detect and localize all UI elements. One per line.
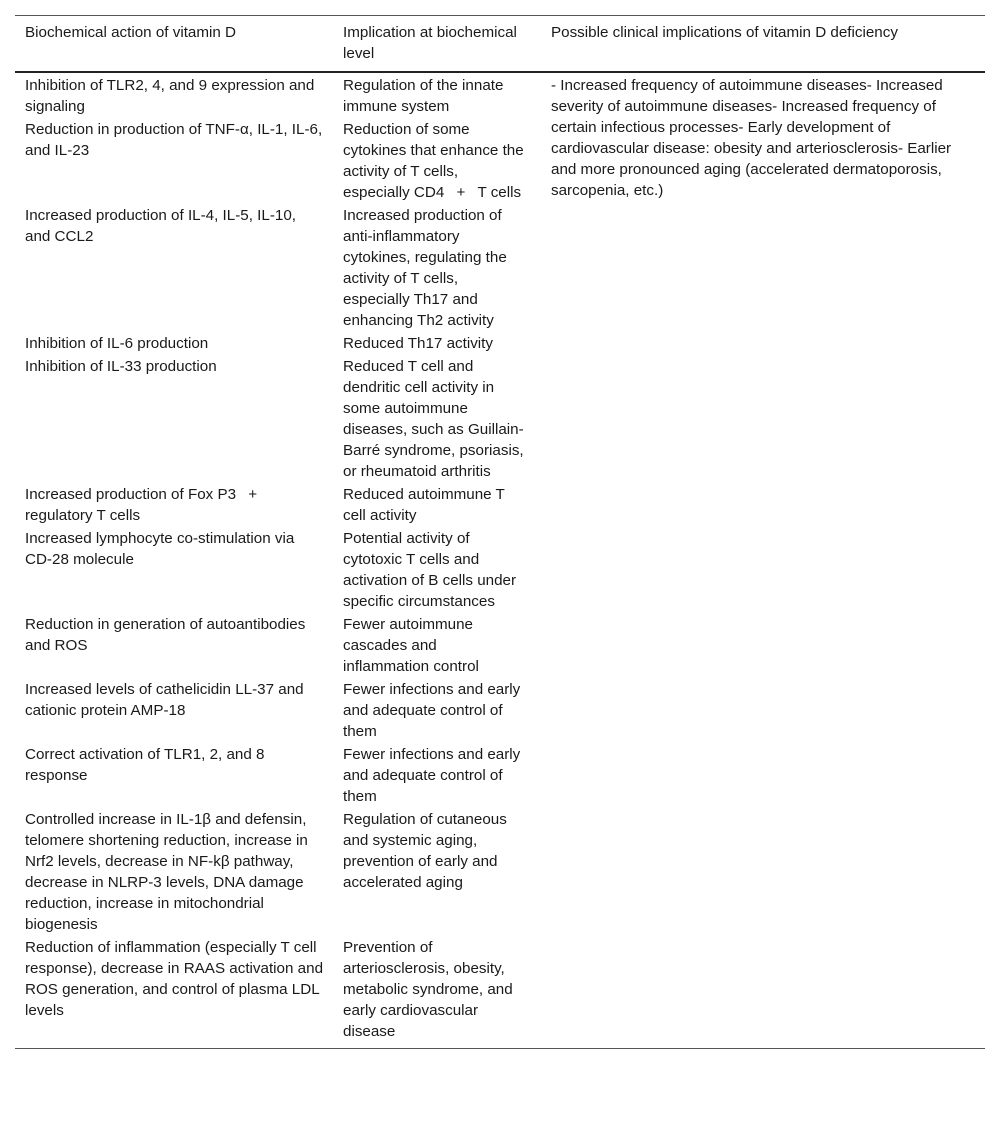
action-cell: Increased production of IL-4, IL-5, IL-10, and CCL2 (25, 207, 297, 245)
action-cell: Reduction in production of TNF-α, IL-1, IL-6, and IL-23 (25, 121, 323, 159)
implication-cell: Reduced Th17 activity (343, 335, 493, 352)
action-cell: Increased lymphocyte co-stimulation via CD-28 molecule (25, 530, 295, 568)
implication-cell: Potential activity of cytotoxic T cells and activation of B cells under specific circumstances (343, 530, 517, 610)
action-cell: Correct activation of TLR1, 2, and 8 response (25, 746, 265, 784)
implication-cell: Regulation of cutaneous and systemic aging, prevention of early and accelerated aging (343, 811, 507, 891)
implication-cell: Reduction of some cytokines that enhance the activity of T cells, especially CD4 + T cells (343, 121, 524, 201)
header-row (15, 16, 985, 73)
implication-cell: Regulation of the innate immune system (343, 77, 504, 115)
table-row (15, 72, 985, 118)
header-clinical-implications: Possible clinical implications of vitamin D deficiency (551, 24, 898, 41)
action-cell: Reduction of inflammation (especially T cell response), decrease in RAAS activation and ROS generation, and control of plasma LDL levels (25, 939, 324, 1019)
implication-cell: Reduced T cell and dendritic cell activity in some autoimmune diseases, such as Guillain-Barré syndrome, psoriasis, or rheumatoid arthritis (343, 358, 524, 480)
action-cell: Inhibition of IL-33 production (25, 358, 217, 375)
action-cell: Inhibition of TLR2, 4, and 9 expression and signaling (25, 77, 315, 115)
clinical-implications-cell: - Increased frequency of autoimmune diseases- Increased severity of autoimmune diseases- Increased frequency of certain infectious processes- Early development of cardiovascular disease: obesity and arteriosclerosis- Earlier and more pronounced aging (accelerated dermatoporosis, sarcopenia, etc.) (551, 77, 952, 199)
implication-cell: Increased production of anti-inflammatory cytokines, regulating the activity of T cells, especially Th17 and enhancing Th2 activity (343, 207, 507, 329)
table-header (15, 16, 985, 73)
action-cell: Controlled increase in IL-1β and defensin, telomere shortening reduction, increase in Nrf2 levels, decrease in NF-kβ pathway, decrease in NLRP-3 levels, DNA damage reduction, increase in mitochondrial biogenesis (25, 811, 308, 933)
implication-cell: Fewer infections and early and adequate control of them (343, 746, 521, 805)
header-biochemical-implication: Implication at biochemical level (343, 24, 517, 62)
vitamin-d-table (15, 15, 985, 1049)
action-cell: Increased production of Fox P3 + regulatory T cells (25, 486, 270, 524)
action-cell: Reduction in generation of autoantibodies and ROS (25, 616, 306, 654)
implication-cell: Prevention of arteriosclerosis, obesity, metabolic syndrome, and early cardiovascular disease (343, 939, 513, 1040)
implication-cell: Fewer autoimmune cascades and inflammation control (343, 616, 479, 675)
action-cell: Inhibition of IL-6 production (25, 335, 209, 352)
header-biochemical-action: Biochemical action of vitamin D (25, 24, 237, 41)
table-body (15, 72, 985, 1049)
implication-cell: Reduced autoimmune T cell activity (343, 486, 505, 524)
action-cell: Increased levels of cathelicidin LL-37 and cationic protein AMP-18 (25, 681, 304, 719)
implication-cell: Fewer infections and early and adequate control of them (343, 681, 521, 740)
